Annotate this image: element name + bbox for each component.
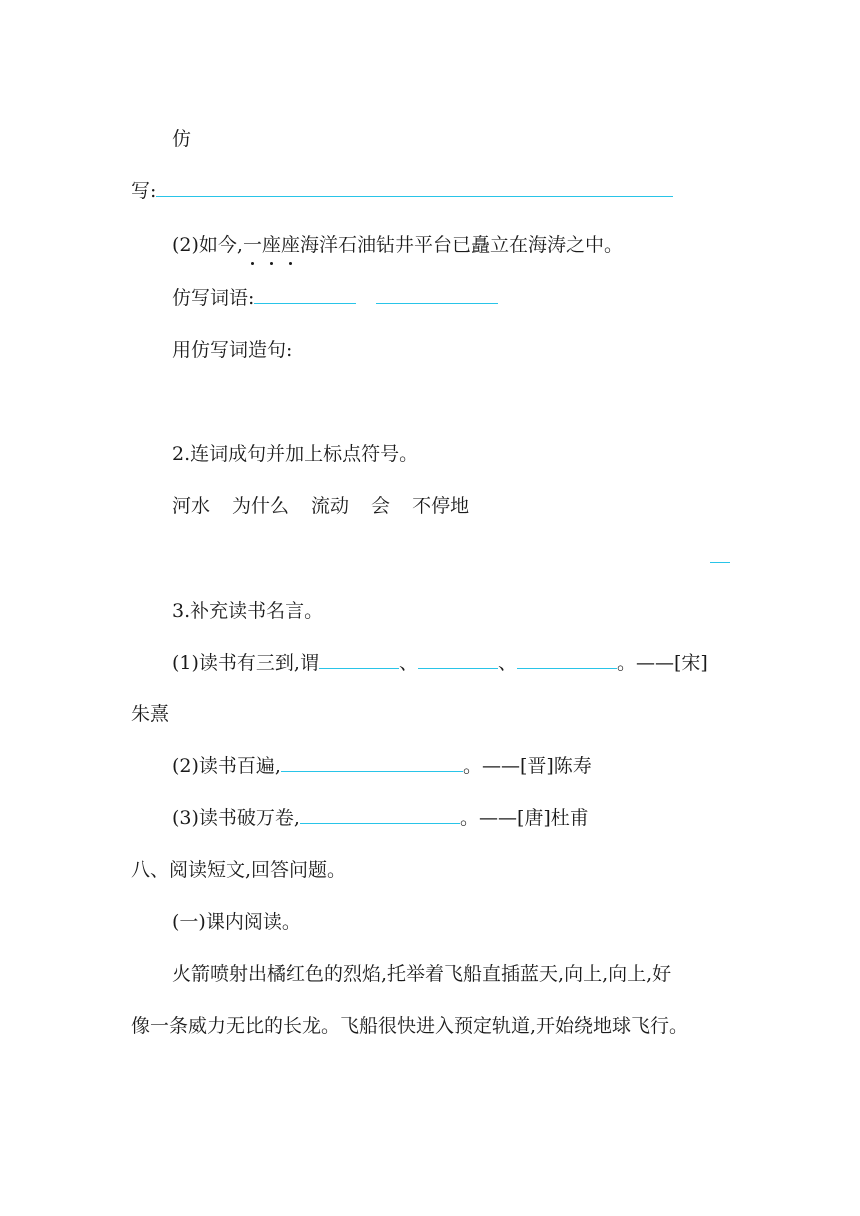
imitate-writing-row xyxy=(131,178,673,204)
dotted-word-char-1: 一 xyxy=(242,234,262,256)
q3-item3-blank[interactable] xyxy=(300,805,460,824)
q2-word: 不停地 xyxy=(412,495,470,517)
imitate-word-blank-2[interactable] xyxy=(376,285,498,304)
q3-item1-blank-3[interactable] xyxy=(517,650,617,669)
imitate-word-blank-1[interactable] xyxy=(254,285,356,304)
q2-word-list xyxy=(172,493,469,519)
q3-item2-prefix: (2)读书百遍, xyxy=(172,755,281,777)
q1-item2-suffix: 海洋石油钻井平台已矗立在海涛之中。 xyxy=(300,234,624,256)
section8-subtitle: (一)课内阅读。 xyxy=(172,911,301,933)
q3-item2 xyxy=(172,753,592,779)
q1-item2-sentence xyxy=(172,232,623,258)
passage-line-1: 火箭喷射出橘红色的烈焰,托举着飞船直插蓝天,向上,向上,好 xyxy=(172,963,672,985)
q2-word: 河水 xyxy=(172,495,211,517)
q2-word: 为什么 xyxy=(232,495,290,517)
q3-item1 xyxy=(172,650,708,676)
q3-item1-separator: 、 xyxy=(497,652,517,674)
q3-item1-separator: 、 xyxy=(398,652,418,674)
imitate-answer-blank[interactable] xyxy=(156,178,673,197)
dotted-word-char-2: 座 xyxy=(261,234,281,256)
q3-title: 3.补充读书名言。 xyxy=(172,600,324,622)
q2-title: 2.连词成句并加上标点符号。 xyxy=(172,443,419,465)
q3-item2-suffix: 。——[晋]陈寿 xyxy=(462,755,592,777)
q2-answer-blank[interactable] xyxy=(710,562,730,563)
q3-item3-suffix: 。——[唐]杜甫 xyxy=(459,807,589,829)
section8-title: 八、阅读短文,回答问题。 xyxy=(131,859,347,881)
q2-word: 会 xyxy=(371,495,391,517)
imitate-label-part2: 写: xyxy=(131,180,157,202)
q3-item3-prefix: (3)读书破万卷, xyxy=(172,807,300,829)
q1-item2-number: (2) xyxy=(172,234,199,256)
q1-item2-prefix: 如今, xyxy=(198,234,243,256)
q3-item3 xyxy=(172,805,589,831)
q3-item1-blank-2[interactable] xyxy=(418,650,498,669)
imitate-words-label: 仿写词语: xyxy=(172,287,255,309)
make-sentence-label: 用仿写词造句: xyxy=(172,339,293,361)
q3-item1-prefix: (1)读书有三到,谓 xyxy=(172,652,319,674)
imitate-label-part1: 仿 xyxy=(172,128,192,150)
q3-item1-author: 朱熹 xyxy=(131,703,170,725)
q2-word: 流动 xyxy=(311,495,350,517)
dotted-word-char-3: 座 xyxy=(281,234,301,256)
q3-item1-suffix: 。——[宋] xyxy=(617,652,708,674)
q3-item2-blank[interactable] xyxy=(281,753,463,772)
imitate-words-row xyxy=(172,285,498,311)
passage-line-2: 像一条威力无比的长龙。飞船很快进入预定轨道,开始绕地球飞行。 xyxy=(131,1015,689,1037)
q3-item1-blank-1[interactable] xyxy=(319,650,399,669)
